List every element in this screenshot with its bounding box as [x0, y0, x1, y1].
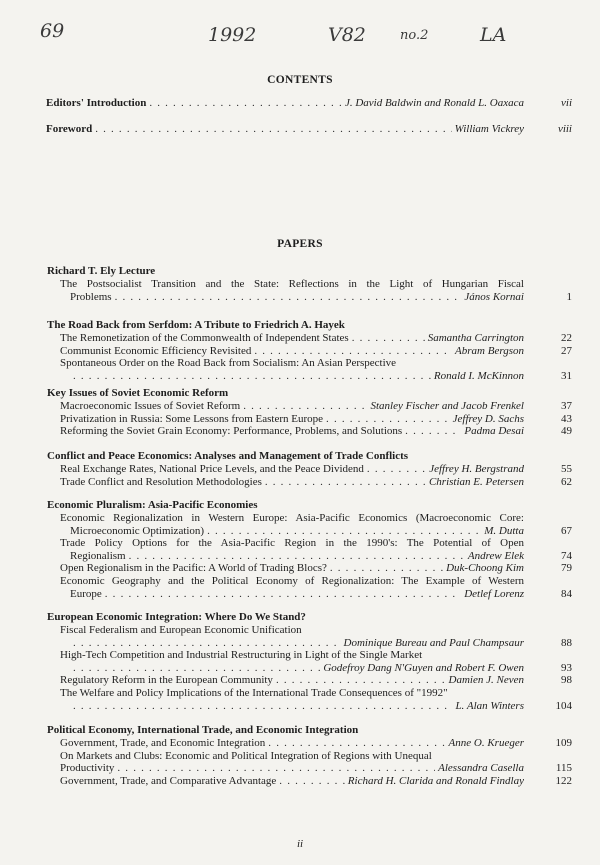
- dot-leader: [305, 624, 521, 637]
- front-matter-entry: [46, 97, 524, 110]
- entry-page: 88: [561, 636, 572, 649]
- entry-title: Europe: [70, 587, 102, 600]
- entry-title: Reforming the Soviet Grain Economy: Performance, Problems, and Solutions: [60, 425, 403, 438]
- dot-leader: [326, 413, 450, 426]
- toc-entry: [60, 476, 524, 489]
- entry-author: Anne O. Krueger: [448, 737, 524, 749]
- dot-leader: [95, 123, 451, 136]
- entry-title-line: [60, 687, 524, 700]
- toc-entry: [70, 700, 524, 713]
- dot-leader: [425, 649, 521, 662]
- dot-leader: [399, 357, 521, 370]
- toc-entry: [60, 562, 524, 575]
- entry-page: 93: [561, 661, 572, 674]
- toc-entry: [60, 400, 524, 413]
- section-heading: Economic Pluralism: Asia-Pacific Economies: [47, 499, 258, 511]
- entry-author: J. David Baldwin and Ronald L. Oaxaca: [344, 97, 524, 109]
- entry-author: János Kornai: [464, 290, 524, 303]
- entry-author: Samantha Carrington: [427, 332, 524, 344]
- entry-page: 62: [561, 475, 572, 488]
- dot-leader: [73, 637, 341, 650]
- entry-title: Productivity: [60, 762, 115, 775]
- section-heading: European Economic Integration: Where Do We Stand?: [47, 611, 306, 623]
- entry-author: Andrew Elek: [467, 549, 524, 562]
- entry-title: Communist Economic Efficiency Revisited: [60, 344, 252, 357]
- handwritten-note: V82: [328, 24, 366, 46]
- dot-leader: [117, 762, 435, 775]
- entry-author: Detlef Lorenz: [464, 587, 524, 600]
- dot-leader: [451, 687, 521, 700]
- entry-page: 109: [555, 737, 572, 749]
- entry-title: Privatization in Russia: Some Lessons from Eastern Europe: [60, 412, 324, 425]
- toc-entry: [60, 345, 524, 358]
- toc-entry: [70, 588, 524, 601]
- entry-author: Godefroy Dang N'Guyen and Robert F. Owen: [323, 661, 524, 674]
- entry-author: Ronald I. McKinnon: [433, 369, 524, 382]
- entry-title-line: Trade Policy Options for the Asia-Pacific Region in the 1990's: The Potential of Open: [60, 537, 524, 550]
- entry-title-line: [60, 750, 524, 763]
- entry-title: Microeconomic Optimization): [70, 524, 205, 537]
- dot-leader: [254, 345, 452, 358]
- toc-entry: [70, 291, 524, 304]
- entry-title: On Markets and Clubs: Economic and Political Integration of Regions with Unequal: [60, 749, 432, 762]
- entry-title-line: [60, 649, 524, 662]
- entry-title: Regionalism: [70, 549, 126, 562]
- dot-leader: [435, 750, 521, 763]
- toc-entry: [70, 637, 524, 650]
- dot-leader: [405, 425, 461, 438]
- dot-leader: [207, 525, 481, 538]
- dot-leader: [279, 775, 345, 788]
- handwritten-note: no.2: [400, 28, 429, 43]
- entry-title: The Remonetization of the Commonwealth of Independent States: [60, 332, 349, 344]
- section-heading: The Road Back from Serfdom: A Tribute to Friedrich A. Hayek: [47, 319, 345, 331]
- section-heading: Richard T. Ely Lecture: [47, 265, 156, 277]
- toc-entry: [60, 332, 524, 345]
- entry-title: Real Exchange Rates, National Price Levels, and the Peace Dividend: [60, 463, 364, 475]
- dot-leader: [330, 562, 443, 575]
- entry-title: Open Regionalism in the Pacific: A World of Trading Blocs?: [60, 562, 327, 575]
- entry-title: Editors' Introduction: [46, 97, 147, 109]
- toc-entry: [60, 737, 524, 750]
- entry-page: 104: [555, 699, 572, 712]
- entry-author: William Vickrey: [454, 123, 524, 135]
- entry-page: 98: [561, 674, 572, 687]
- entry-page: 49: [561, 425, 572, 438]
- entry-page: 74: [561, 549, 572, 562]
- entry-page: 55: [561, 463, 572, 475]
- entry-title: Regulatory Reform in the European Community: [60, 674, 273, 687]
- dot-leader: [265, 476, 426, 489]
- entry-author: Stanley Fischer and Jacob Frenkel: [370, 400, 524, 412]
- toc-entry: [60, 762, 524, 775]
- entry-author: Jeffrey D. Sachs: [452, 412, 524, 425]
- dot-leader: [129, 550, 465, 563]
- toc-entry: [60, 674, 524, 687]
- entry-author: Duk-Choong Kim: [446, 562, 524, 575]
- entry-title: The Welfare and Policy Implications of the International Trade Consequences of "1992": [60, 687, 448, 699]
- entry-page: 31: [561, 369, 572, 382]
- entry-title: Trade Conflict and Resolution Methodologies: [60, 475, 262, 488]
- entry-page: 84: [561, 587, 572, 600]
- toc-entry: [60, 413, 524, 426]
- dot-leader: [352, 332, 425, 345]
- entry-author: Dominique Bureau and Paul Champsaur: [343, 636, 524, 649]
- entry-author: Padma Desai: [464, 425, 524, 438]
- dot-leader: [115, 291, 462, 304]
- entry-title-line: [60, 357, 524, 370]
- entry-page: vii: [561, 97, 572, 109]
- entry-page: 79: [561, 562, 572, 575]
- dot-leader: [243, 400, 367, 413]
- handwritten-note: 69: [40, 20, 65, 42]
- entry-author: Richard H. Clarida and Ronald Findlay: [347, 774, 524, 787]
- entry-author: Damien J. Neven: [448, 674, 524, 687]
- toc-entry: [60, 775, 524, 788]
- entry-author: Abram Bergson: [455, 344, 524, 357]
- dot-leader: [105, 588, 461, 601]
- entry-page: 22: [561, 332, 572, 344]
- handwritten-note: 1992: [208, 24, 257, 46]
- dot-leader: [268, 737, 445, 750]
- entry-title-line: Economic Geography and the Political Economy of Regionalization: The Example of Western: [60, 575, 524, 587]
- entry-page: 43: [561, 412, 572, 425]
- entry-page: 37: [561, 400, 572, 412]
- entry-title: Foreword: [46, 123, 93, 135]
- entry-title: Government, Trade, and Economic Integration: [60, 737, 266, 749]
- entry-page: 115: [555, 762, 572, 775]
- entry-title: Spontaneous Order on the Road Back from Socialism: An Asian Perspective: [60, 357, 397, 370]
- entry-page: viii: [557, 123, 572, 135]
- dot-leader: [149, 97, 342, 110]
- section-heading: Conflict and Peace Economics: Analyses and Management of Trade Conflicts: [47, 450, 409, 462]
- entry-author: M. Dutta: [484, 524, 524, 537]
- dot-leader: [73, 662, 320, 675]
- dot-leader: [73, 370, 431, 383]
- entry-title-line: The Postsocialist Transition and the State: Reflections in the Light of Hungarian Fiscal: [60, 278, 524, 290]
- entry-title-line: [60, 624, 524, 637]
- entry-title: High-Tech Competition and Industrial Restructuring in Light of the Single Market: [60, 649, 423, 662]
- toc-entry: [60, 463, 524, 476]
- entry-author: Christian E. Petersen: [428, 475, 524, 488]
- front-matter-entry: [46, 123, 524, 136]
- entry-title: Macroeconomic Issues of Soviet Reform: [60, 400, 241, 412]
- entry-author: Jeffrey H. Bergstrand: [429, 463, 524, 475]
- entry-page: 27: [561, 344, 572, 357]
- dot-leader: [276, 674, 446, 687]
- papers-heading: PAPERS: [277, 238, 323, 250]
- entry-page: 67: [561, 524, 572, 537]
- page-number: ii: [296, 838, 304, 850]
- entry-author: Alessandra Casella: [438, 762, 524, 775]
- toc-entry: [70, 662, 524, 675]
- entry-title: Problems: [70, 290, 112, 303]
- dot-leader: [367, 463, 426, 476]
- contents-heading: CONTENTS: [267, 74, 333, 86]
- dot-leader: [73, 700, 452, 713]
- entry-title: Fiscal Federalism and European Economic Unification: [60, 624, 302, 636]
- section-heading: Political Economy, International Trade, and Economic Integration: [47, 724, 359, 736]
- entry-author: L. Alan Winters: [455, 699, 524, 712]
- entry-page: 1: [566, 290, 572, 303]
- toc-entry: [60, 425, 524, 438]
- entry-title-line: Economic Regionalization in Western Europe: Asia-Pacific Economics (Macroeconomic Core:: [60, 512, 524, 524]
- entry-page: 122: [555, 774, 572, 787]
- toc-entry: [70, 550, 524, 563]
- section-heading: Key Issues of Soviet Economic Reform: [47, 387, 229, 399]
- handwritten-note: LA: [480, 24, 507, 46]
- toc-entry: [70, 525, 524, 538]
- toc-entry: [70, 370, 524, 383]
- entry-title: Government, Trade, and Comparative Advantage: [60, 774, 277, 787]
